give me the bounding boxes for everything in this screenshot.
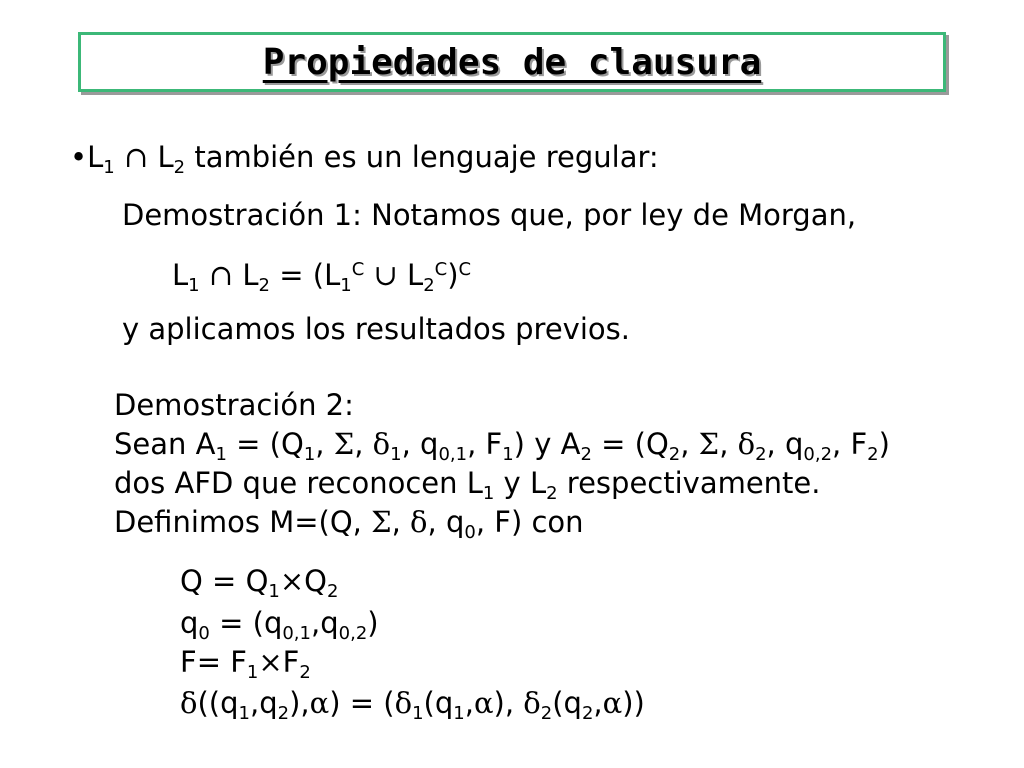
math-token: L <box>324 258 341 292</box>
subscript: 1 <box>303 444 316 465</box>
bullet-intersection <box>70 140 659 178</box>
math-token: × <box>258 645 283 679</box>
math-token: L <box>529 466 547 500</box>
superscript: C <box>458 259 472 280</box>
math-token: δ <box>523 686 541 720</box>
subscript: 0,2 <box>338 623 368 644</box>
math-token: respectivamente. <box>557 466 821 500</box>
math-token: F <box>282 645 300 679</box>
superscript: C <box>351 259 365 280</box>
math-token: , F) con <box>475 505 584 539</box>
math-token: × <box>279 564 305 598</box>
subscript: 2 <box>299 662 311 683</box>
math-token: A <box>195 427 216 461</box>
math-token: dos AFD que reconocen <box>114 466 467 500</box>
math-token: Q <box>180 564 203 598</box>
subscript: 2 <box>755 444 767 465</box>
title-box <box>78 32 946 92</box>
math-token: F <box>180 645 197 679</box>
subscript: 1 <box>412 703 424 724</box>
math-token: q <box>320 606 339 640</box>
subscript: 2 <box>327 581 339 602</box>
demo2-sean-line: Sean $A_1 = (Q_1$, Σ, $\delta_1$, $q_{0,1}$, $F_1$) y $A_2 = (Q_2$, Σ, $\delta_2$, $q_{0,2}$, $F_2$) <box>114 427 890 465</box>
subscript: 2 <box>581 703 594 724</box>
subscript: 1 <box>502 444 514 465</box>
subscript: 1 <box>268 581 280 602</box>
subscript: 2 <box>277 703 290 724</box>
subscript: 1 <box>482 483 495 504</box>
math-token: ∩ <box>123 140 149 174</box>
math-token: L <box>466 466 483 500</box>
subscript: 2 <box>258 275 270 296</box>
demo1-conclusion: y aplicamos los resultados previos. <box>122 312 630 346</box>
subscript: 1 <box>215 444 227 465</box>
math-token: q <box>420 427 439 461</box>
bullet: • <box>70 140 88 174</box>
subscript: 0,1 <box>282 623 311 644</box>
subscript: 1 <box>453 703 465 724</box>
subscript: 1 <box>340 275 352 296</box>
math-token: F <box>230 645 247 679</box>
math-token: Q <box>280 427 304 461</box>
math-token: L <box>87 140 104 174</box>
subscript: 2 <box>173 157 186 178</box>
math-token: ∪ <box>373 258 398 292</box>
def-Q: $Q = Q_1\times Q_2$ <box>180 564 339 602</box>
slide-title: Propiedades de clausura <box>262 41 762 83</box>
math-token: Definimos M=(Q, <box>114 505 372 539</box>
demo2-afd-line <box>114 466 821 504</box>
subscript: 1 <box>188 275 200 296</box>
math-token: , q <box>427 505 465 539</box>
math-token: δ <box>180 686 198 720</box>
demo2-heading: Demostración 2: <box>114 388 354 422</box>
subscript: 2 <box>867 444 879 465</box>
subscript: 2 <box>546 483 558 504</box>
demo1-heading: Demostración 1: Notamos que, por ley de Morgan, <box>122 198 857 232</box>
math-token: Sean <box>114 427 196 461</box>
math-token: q <box>180 606 199 640</box>
math-token: Σ <box>333 427 355 461</box>
math-token: y <box>494 466 530 500</box>
math-token: Q <box>304 564 327 598</box>
def-q0: $q_0 = (q_{0,1},q_{0,2})$ <box>180 606 379 644</box>
subscript: 0,1 <box>438 444 468 465</box>
morgan-formula: $L_1$ ∩ $L_2 = (L_1^C$ ∪ $L_2^C)^C$ <box>172 258 472 296</box>
subscript: 0,2 <box>803 444 833 465</box>
math-token: F <box>485 427 503 461</box>
math-token: δ <box>372 427 391 461</box>
def-delta: $\delta((q_1,q_2),\alpha) = (\delta_1(q_1,\alpha)$, $\delta_2(q_2,\alpha)$) <box>180 686 645 724</box>
math-token: F <box>850 427 868 461</box>
subscript: 1 <box>390 444 402 465</box>
math-token: A <box>560 427 581 461</box>
math-token: Q <box>245 564 269 598</box>
subscript: 0 <box>198 623 210 644</box>
math-token: L <box>407 258 424 292</box>
math-token: Q <box>645 427 669 461</box>
math-token: L <box>157 140 174 174</box>
math-token: y <box>524 427 561 461</box>
math-token: α <box>473 686 494 720</box>
math-token: δ <box>410 505 428 539</box>
subscript: 2 <box>540 703 553 724</box>
math-token: δ <box>394 686 413 720</box>
math-token: Σ <box>371 505 392 539</box>
subscript: 1 <box>238 703 250 724</box>
math-token: q <box>784 427 804 461</box>
math-token: α <box>309 686 330 720</box>
math-token: α <box>602 686 623 720</box>
superscript: C <box>434 259 448 280</box>
subscript: 2 <box>423 275 435 296</box>
math-token: Σ <box>698 427 720 461</box>
math-token: q <box>259 686 278 720</box>
math-token: q <box>563 686 582 720</box>
subscript: 2 <box>580 444 592 465</box>
bullet-text: también es un lenguaje regular: <box>185 140 659 174</box>
def-F: $F= F_1\times F_2$ <box>180 645 311 683</box>
math-token: q <box>263 606 283 640</box>
math-token: δ <box>737 427 756 461</box>
subscript: 1 <box>246 662 259 683</box>
math-token: q <box>220 686 239 720</box>
subscript: 2 <box>668 444 681 465</box>
math-token: L <box>172 258 189 292</box>
demo2-define-line: Definimos M=(Q, Σ, δ, $q_0$, F) con <box>114 505 584 543</box>
subscript: 0 <box>464 522 476 543</box>
subscript: 1 <box>103 157 115 178</box>
math-token: ∩ <box>208 258 234 292</box>
math-token: L <box>242 258 259 292</box>
math-token: q <box>434 686 454 720</box>
